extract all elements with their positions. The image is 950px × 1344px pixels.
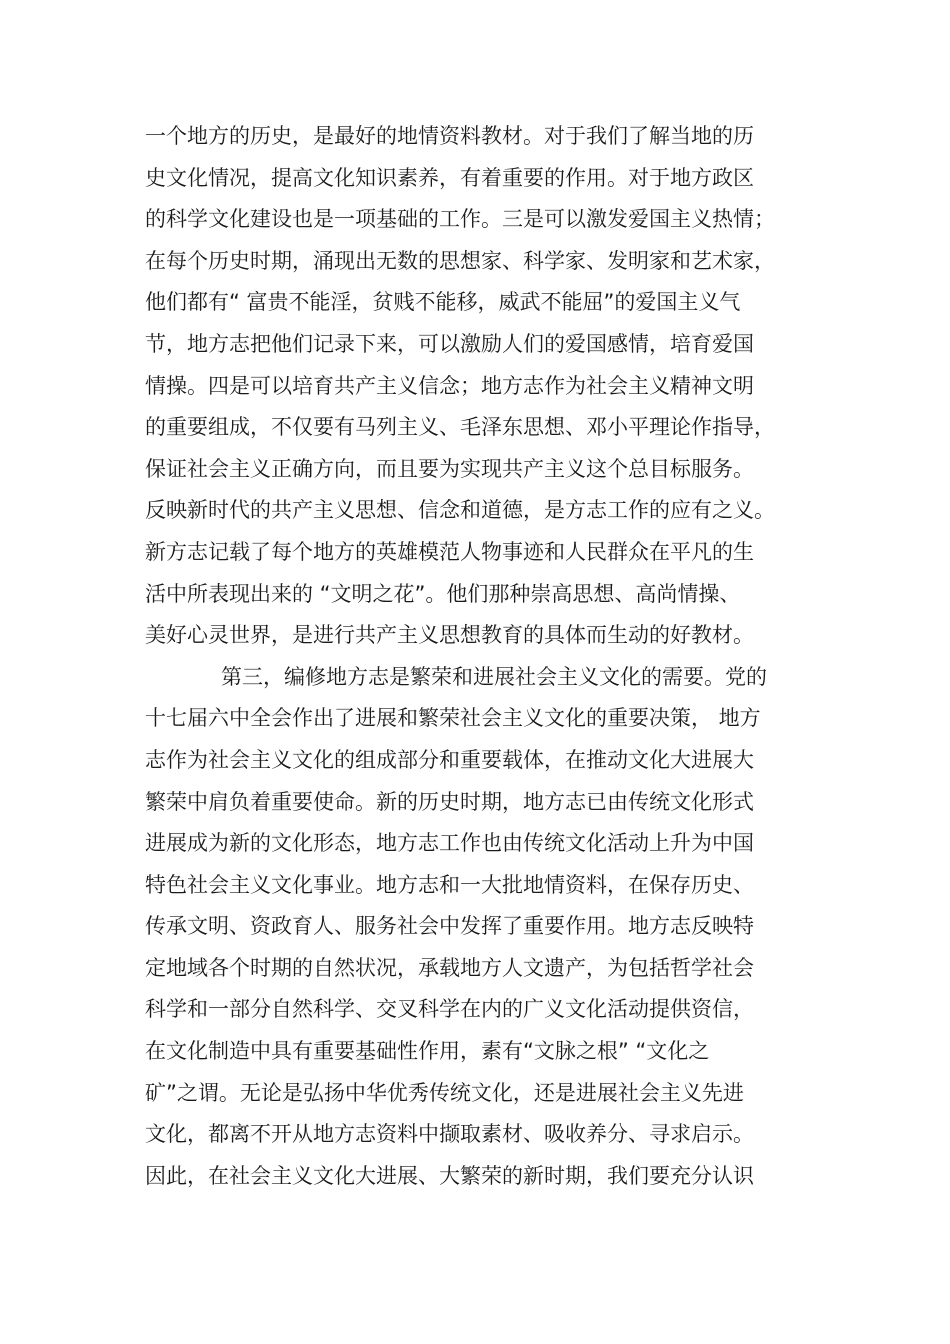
text-line: 的科学文化建设也是一项基础的工作。三是可以激发爱国主义热情； — [145, 207, 775, 232]
text-line: 繁荣中肩负着重要使命。新的历史时期，地方志已由传统文化形式 — [145, 789, 754, 814]
text-line: 传承文明、资政育人、服务社会中发挥了重要作用。地方志反映特 — [145, 914, 754, 939]
text-line: 进展成为新的文化形态，地方志工作也由传统文化活动上升为中国 — [145, 831, 754, 856]
text-line: 保证社会主义正确方向，而且要为实现共产主义这个总目标服务。 — [145, 456, 754, 481]
text-line: 反映新时代的共产主义思想、信念和道德，是方志工作的应有之义。 — [145, 498, 775, 523]
body-text — [145, 116, 810, 1197]
paragraph-start-line: 第三，编修地方志是繁荣和进展社会主义文化的需要。党的 — [221, 664, 767, 689]
text-line: 史文化情况，提高文化知识素养，有着重要的作用。对于地方政区 — [145, 165, 754, 190]
text-line: 美好心灵世界，是进行共产主义思想教育的具体而生动的好教材。 — [145, 623, 754, 648]
text-line: 节，地方志把他们记录下来，可以激励人们的爱国感情，培育爱国 — [145, 331, 754, 356]
text-line: 情操。四是可以培育共产主义信念；地方志作为社会主义精神文明 — [145, 373, 754, 398]
text-line: 文化，都离不开从地方志资料中撷取素材、吸收养分、寻求启示。 — [145, 1122, 754, 1147]
text-line: 因此，在社会主义文化大进展、大繁荣的新时期，我们要充分认识 — [145, 1163, 754, 1188]
text-line: 矿”之谓。无论是弘扬中华优秀传统文化，还是进展社会主义先进 — [145, 1080, 744, 1105]
text-line: 定地域各个时期的自然状况，承载地方人文遗产，为包括哲学社会 — [145, 955, 754, 980]
text-line: 在文化制造中具有重要基础性作用，素有“文脉之根” “文化之 — [145, 1039, 710, 1064]
text-line: 他们都有“ 富贵不能淫，贫贱不能移，威武不能屈”的爱国主义气 — [145, 290, 741, 315]
text-line: 科学和一部分自然科学、交叉科学在内的广义文化活动提供资信， — [145, 997, 754, 1022]
text-line: 的重要组成，不仅要有马列主义、毛泽东思想、邓小平理论作指导， — [145, 415, 775, 440]
text-line: 新方志记载了每个地方的英雄模范人物事迹和人民群众在平凡的生 — [145, 539, 754, 564]
text-line: 特色社会主义文化事业。地方志和一大批地情资料，在保存历史、 — [145, 872, 754, 897]
text-line: 十七届六中全会作出了进展和繁荣社会主义文化的重要决策， 地方 — [145, 706, 761, 731]
text-line: 一个地方的历史，是最好的地情资料教材。对于我们了解当地的历 — [145, 124, 754, 148]
text-line: 志作为社会主义文化的组成部分和重要载体，在推动文化大进展大 — [145, 747, 754, 772]
text-line: 在每个历史时期，涌现出无数的思想家、科学家、发明家和艺术家， — [145, 248, 775, 273]
text-line: 活中所表现出来的 “文明之花”。他们那种崇高思想、高尚情操、 — [145, 581, 741, 606]
